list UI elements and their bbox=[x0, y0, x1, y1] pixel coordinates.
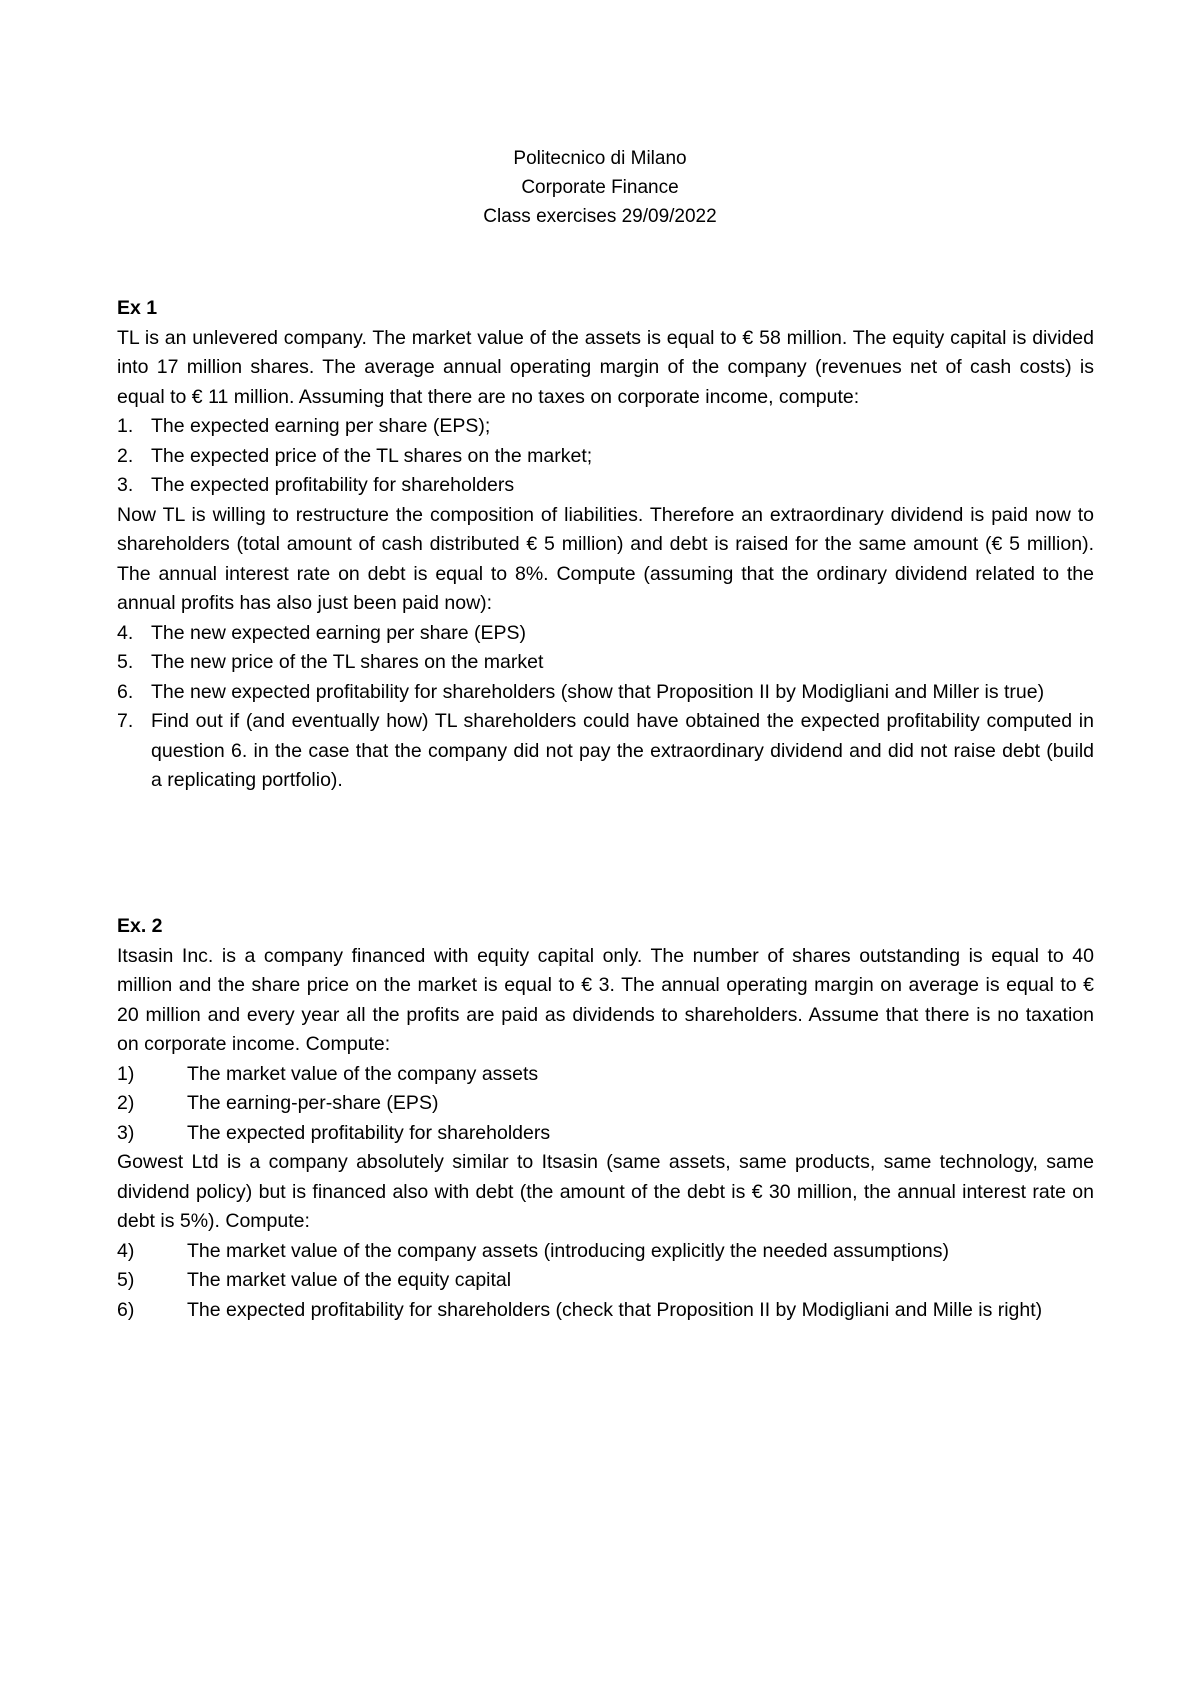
list-marker: 6) bbox=[117, 1298, 135, 1321]
list-item bbox=[117, 442, 1094, 472]
list-marker: 7. bbox=[117, 710, 134, 732]
list-item bbox=[117, 619, 1094, 649]
question-text: The expected price of the TL shares on the market; bbox=[151, 444, 593, 467]
exercise-2-questions-a bbox=[117, 1060, 1094, 1149]
list-item bbox=[117, 1089, 1094, 1119]
exercise-1-middle: Now TL is willing to restructure the composition of liabilities. Therefore an extraordinary dividend is paid now to shareholders (total amount of cash distributed € 5 million) and debt is raised for the same amount (€ 5 million). The annual interest rate on debt is equal to 8%. Compute (assuming that the ordinary dividend related to the annual profits has also just been paid now): bbox=[117, 503, 1094, 614]
question-text: The market value of the company assets (introducing explicitly the needed assumptions) bbox=[187, 1239, 949, 1262]
question-text: The earning-per-share (EPS) bbox=[187, 1092, 439, 1114]
exercise-2-middle: Gowest Ltd is a company absolutely similar to Itsasin (same assets, same products, same technology, same dividend policy) but is financed also with debt (the amount of the debt is € 30 million, the annual interest rate on debt is 5%). Compute: bbox=[117, 1151, 1094, 1232]
exercise-1-questions-a bbox=[117, 412, 1094, 501]
question-text: The new price of the TL shares on the market bbox=[151, 651, 544, 673]
list-item bbox=[117, 678, 1094, 708]
exercise-2-intro: Itsasin Inc. is a company financed with equity capital only. The number of shares outstanding is equal to 40 million and the share price on the market is equal to € 3. The annual operating margin on average is equal to € 20 million and every year all the profits are paid as dividends to shareholders. Assume that there is no taxation on corporate income. Compute: bbox=[117, 944, 1094, 1055]
question-text: The expected profitability for shareholders bbox=[187, 1121, 551, 1144]
list-item bbox=[117, 471, 1094, 501]
exercise-1 bbox=[117, 294, 1094, 796]
list-item bbox=[117, 1119, 1094, 1149]
list-marker: 4. bbox=[117, 621, 134, 644]
document-header bbox=[0, 144, 1200, 231]
question-text: Find out if (and eventually how) TL shareholders could have obtained the expected profitability computed in question 6. in the case that the company did not pay the extraordinary dividend and did not raise debt (build a replicating portfolio). bbox=[151, 710, 1094, 791]
list-item bbox=[117, 1266, 1094, 1296]
list-marker: 1) bbox=[117, 1062, 135, 1085]
list-marker: 5. bbox=[117, 651, 134, 673]
exercise-1-questions-b bbox=[117, 619, 1094, 796]
list-marker: 2. bbox=[117, 444, 134, 467]
question-text: The new expected profitability for shareholders (show that Proposition II by Modigliani and Miller is true) bbox=[151, 680, 1045, 703]
list-item bbox=[117, 1296, 1094, 1326]
question-text: The market value of the equity capital bbox=[187, 1269, 512, 1291]
list-marker: 6. bbox=[117, 680, 134, 703]
list-item bbox=[117, 707, 1094, 796]
question-text: The expected earning per share (EPS); bbox=[151, 415, 491, 437]
question-text: The market value of the company assets bbox=[187, 1062, 539, 1085]
exercise-1-intro: TL is an unlevered company. The market value of the assets is equal to € 58 million. The equity capital is divided into 17 million shares. The average annual operating margin of the company (revenues net of cash costs) is equal to € 11 million. Assuming that there are no taxes on corporate income, compute: bbox=[117, 326, 1094, 408]
list-marker: 3. bbox=[117, 474, 134, 496]
exercise-2-title: Ex. 2 bbox=[117, 915, 163, 937]
list-item bbox=[117, 412, 1094, 442]
list-marker: 1. bbox=[117, 415, 134, 437]
question-text: The new expected earning per share (EPS) bbox=[151, 621, 527, 644]
list-marker: 5) bbox=[117, 1269, 135, 1291]
list-item bbox=[117, 1060, 1094, 1090]
exercise-2 bbox=[117, 912, 1094, 1325]
list-item bbox=[117, 648, 1094, 678]
exercise-1-title: Ex 1 bbox=[117, 297, 158, 319]
question-text: The expected profitability for shareholders bbox=[151, 474, 515, 496]
course-name: Corporate Finance bbox=[521, 177, 679, 198]
university-name: Politecnico di Milano bbox=[513, 148, 687, 169]
exercise-2-questions-b bbox=[117, 1237, 1094, 1326]
list-marker: 4) bbox=[117, 1239, 135, 1262]
question-text: The expected profitability for shareholders (check that Proposition II by Modigliani and Mille is right) bbox=[187, 1298, 1043, 1321]
list-marker: 2) bbox=[117, 1092, 135, 1114]
list-item bbox=[117, 1237, 1094, 1267]
document-title: Class exercises 29/09/2022 bbox=[483, 206, 717, 227]
list-marker: 3) bbox=[117, 1121, 135, 1144]
